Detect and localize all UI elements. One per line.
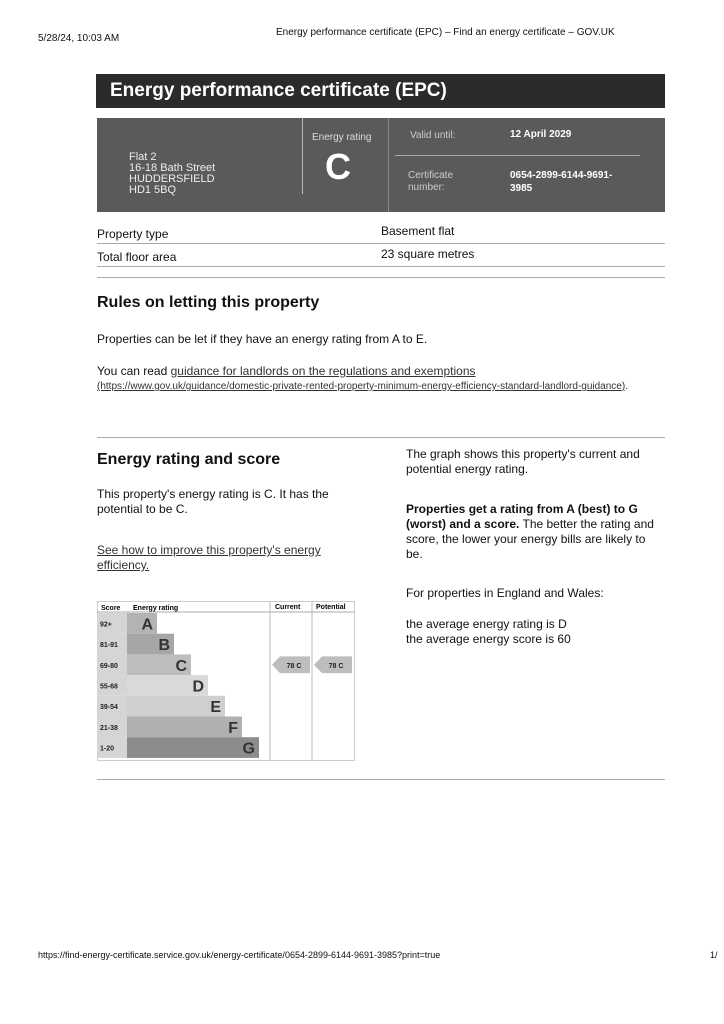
average-rating: the average energy rating is D [406,617,567,631]
browser-page-title: Energy performance certificate (EPC) – Find an energy certificate – GOV.UK [276,27,615,38]
region-text: For properties in England and Wales: [406,586,604,600]
guidance-url[interactable]: (https://www.gov.uk/guidance/domestic-private-rented-property-minimum-energy-efficiency-standard-landlord-guidance) [97,381,626,392]
chart-col-potential: Potential [316,604,346,611]
band-letter: B [158,637,170,655]
graph-description: The graph shows this property's current and potential energy rating. [406,447,640,476]
valid-until-value: 12 April 2029 [510,129,572,140]
band-score-label: 39-54 [100,704,118,712]
print-datetime: 5/28/24, 10:03 AM [38,33,120,44]
band-letter: F [228,719,238,737]
energy-rating-label: Energy rating [312,132,372,143]
property-address [129,152,215,196]
guidance-prefix: You can read [97,364,171,378]
rating-explanation [406,502,661,562]
energy-rating-chart [97,601,355,761]
floor-area-label: Total floor area [97,250,177,264]
current-arrow-label: 78 C [286,662,302,670]
band-letter: A [141,616,153,634]
letting-guidance [97,364,657,393]
divider [97,779,665,780]
potential-arrow-label: 78 C [328,662,344,670]
band-letter: D [192,678,204,696]
rating-heading: Energy rating and score [97,451,281,468]
band-g [127,737,259,758]
guidance-link[interactable]: guidance for landlords on the regulations and exemptions [170,364,476,378]
chart-col-rating: Energy rating [133,605,179,612]
letting-text: Properties can be let if they have an energy rating from A to E. [97,332,428,346]
address-line: HD1 5BQ [129,184,177,196]
address-line: Flat 2 [129,151,157,163]
divider [97,437,665,438]
property-type-label: Property type [97,227,169,241]
letting-heading: Rules on letting this property [97,294,320,311]
chart-col-current: Current [275,604,301,611]
page-title: Energy performance certificate (EPC) [110,80,447,101]
certificate-number-label: Certificate number: [408,170,454,193]
average-score: the average energy score is 60 [406,632,571,646]
guidance-suffix: . [625,381,628,392]
certificate-number-value: 0654-2899-6144-9691-3985 [510,170,613,194]
floor-area-value: 23 square metres [381,247,475,261]
chart-col-score: Score [101,605,121,612]
band-score-label: 81-91 [100,642,118,650]
property-type-value: Basement flat [381,224,455,238]
divider [388,118,389,212]
band-f [127,717,242,738]
band-score-label: 55-68 [100,683,118,691]
improve-efficiency-link[interactable]: See how to improve this property's energy efficiency. [97,543,321,572]
band-letter: G [242,740,255,758]
divider [97,277,665,278]
band-letter: C [175,657,187,675]
band-score-label: 21-38 [100,724,118,732]
divider [395,155,640,156]
rating-explanation-rest: The better the rating and score, the lower your energy bills are likely to be. [406,517,654,561]
energy-rating-letter: C [325,146,351,187]
band-score-label: 1-20 [100,745,115,753]
summary-band [97,118,665,212]
band-letter: E [210,699,221,717]
band-score-label: 69-80 [100,662,118,670]
divider [302,118,303,194]
address-line: 16-18 Bath Street [129,162,216,174]
rating-text: This property's energy rating is C. It has the potential to be C. [97,487,329,516]
band-score-label: 92+ [100,621,112,629]
divider [97,243,665,244]
divider [97,266,665,267]
page-url: https://find-energy-certificate.service.gov.uk/energy-certificate/0654-2899-6144-9691-3985?print=true [38,950,441,960]
valid-until-label: Valid until: [410,130,456,141]
page-number: 1/ [710,950,718,960]
address-line: HUDDERSFIELD [129,173,215,185]
page-title-bar [96,74,665,108]
rating-explanation-bold: Properties get a rating from A (best) to G (worst) and a score. [406,502,638,531]
